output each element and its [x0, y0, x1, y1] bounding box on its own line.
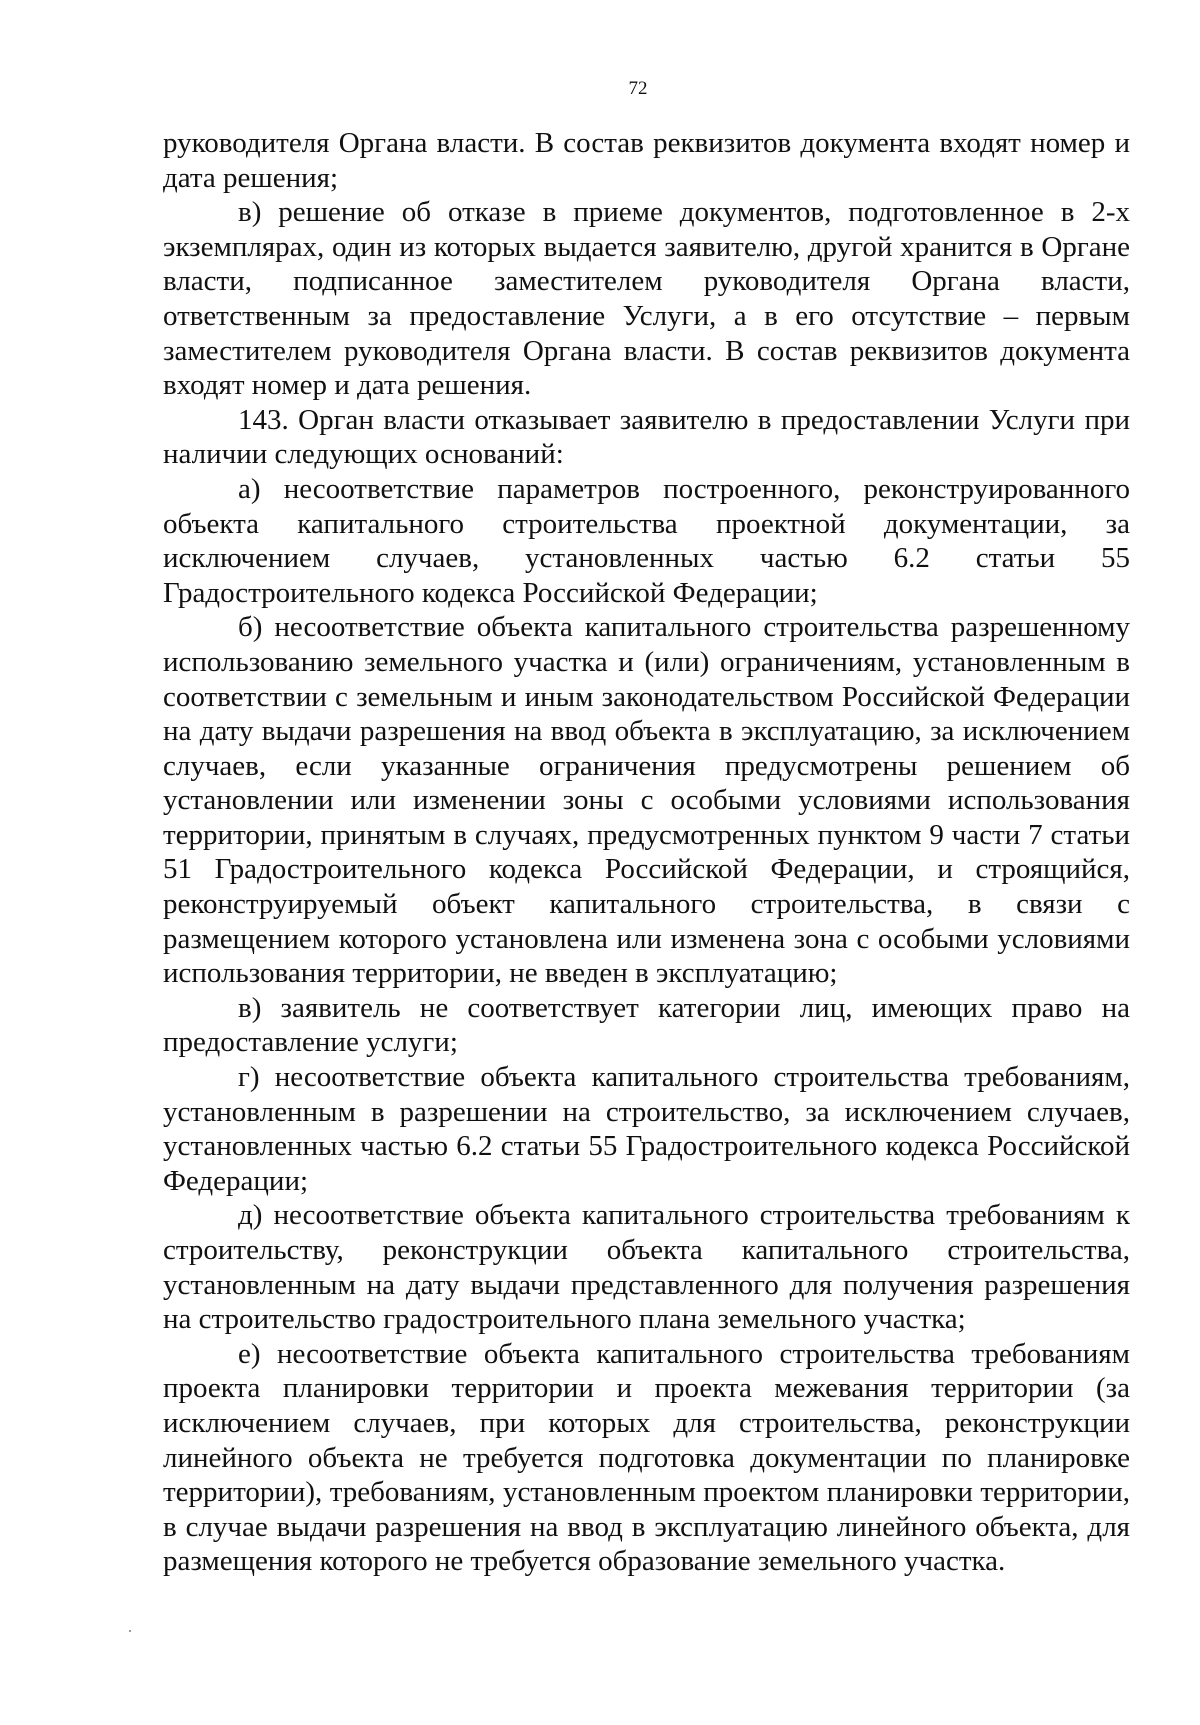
page-number: 72: [628, 78, 648, 99]
paragraph-item-e: е) несоответствие объекта капитального строительства требованиям проекта планировки территории и проекта межевания территории (за исключением случаев, при которых для строительства, реконструкции линейного объекта не требуется подготовка документации по планировке территории), требованиям, установленным проектом планировки территории, в случае выдачи разрешения на ввод в эксплуатацию линейного объекта, для размещения которого не требуется образование земельного участка.: [163, 1337, 1130, 1578]
paragraph-clause-143: 143. Орган власти отказывает заявителю в предоставлении Услуги при наличии следующих оснований:: [163, 403, 1130, 471]
paragraph-item-v: в) заявитель не соответствует категории лиц, имеющих право на предоставление услуги;: [163, 991, 1130, 1059]
paragraph-item-v-refusal-decision: в) решение об отказе в приеме документов, подготовленное в 2-х экземплярах, один из которых выдается заявителю, другой хранится в Органе власти, подписанное заместителем руководителя Органа власти, ответственным за предоставление Услуги, а в его отсутствие – первым заместителем руководителя Органа власти. В состав реквизитов документа входят номер и дата решения.: [163, 196, 1130, 402]
paragraph-item-d: д) несоответствие объекта капитального строительства требованиям к строительству, реконструкции объекта капитального строительства, установленным на дату выдачи представленного для получения разрешения на строительство градостроительного плана земельного участка;: [163, 1199, 1130, 1336]
paragraph-item-g: г) несоответствие объекта капитального строительства требованиям, установленным в разрешении на строительство, за исключением случаев, установленных частью 6.2 статьи 55 Градостроительного кодекса Российской Федерации;: [163, 1061, 1130, 1197]
document-body: [163, 126, 1130, 1579]
scan-speck: [129, 1630, 131, 1632]
paragraph-item-a: а) несоответствие параметров построенного, реконструированного объекта капитального строительства проектной документации, за исключением случаев, установленных частью 6.2 статьи 55 Градостроительного кодекса Российской Федерации;: [163, 472, 1130, 609]
paragraph-continuation: руководителя Органа власти. В состав реквизитов документа входят номер и дата решения;: [163, 127, 1130, 194]
paragraph-item-b: б) несоответствие объекта капитального строительства разрешенному использованию земельного участка и (или) ограничениям, установленным в соответствии с земельным и иным законодательством Российской Федерации на дату выдачи разрешения на ввод объекта в эксплуатацию, за исключением случаев, если указанные ограничения предусмотрены решением об установлении или изменении зоны с особыми условиями использования территории, принятым в случаях, предусмотренных пунктом 9 части 7 статьи 51 Градостроительного кодекса Российской Федерации, и строящийся, реконструируемый объект капитального строительства, в связи с размещением которого установлена или изменена зона с особыми условиями использования территории, не введен в эксплуатацию;: [163, 611, 1130, 990]
